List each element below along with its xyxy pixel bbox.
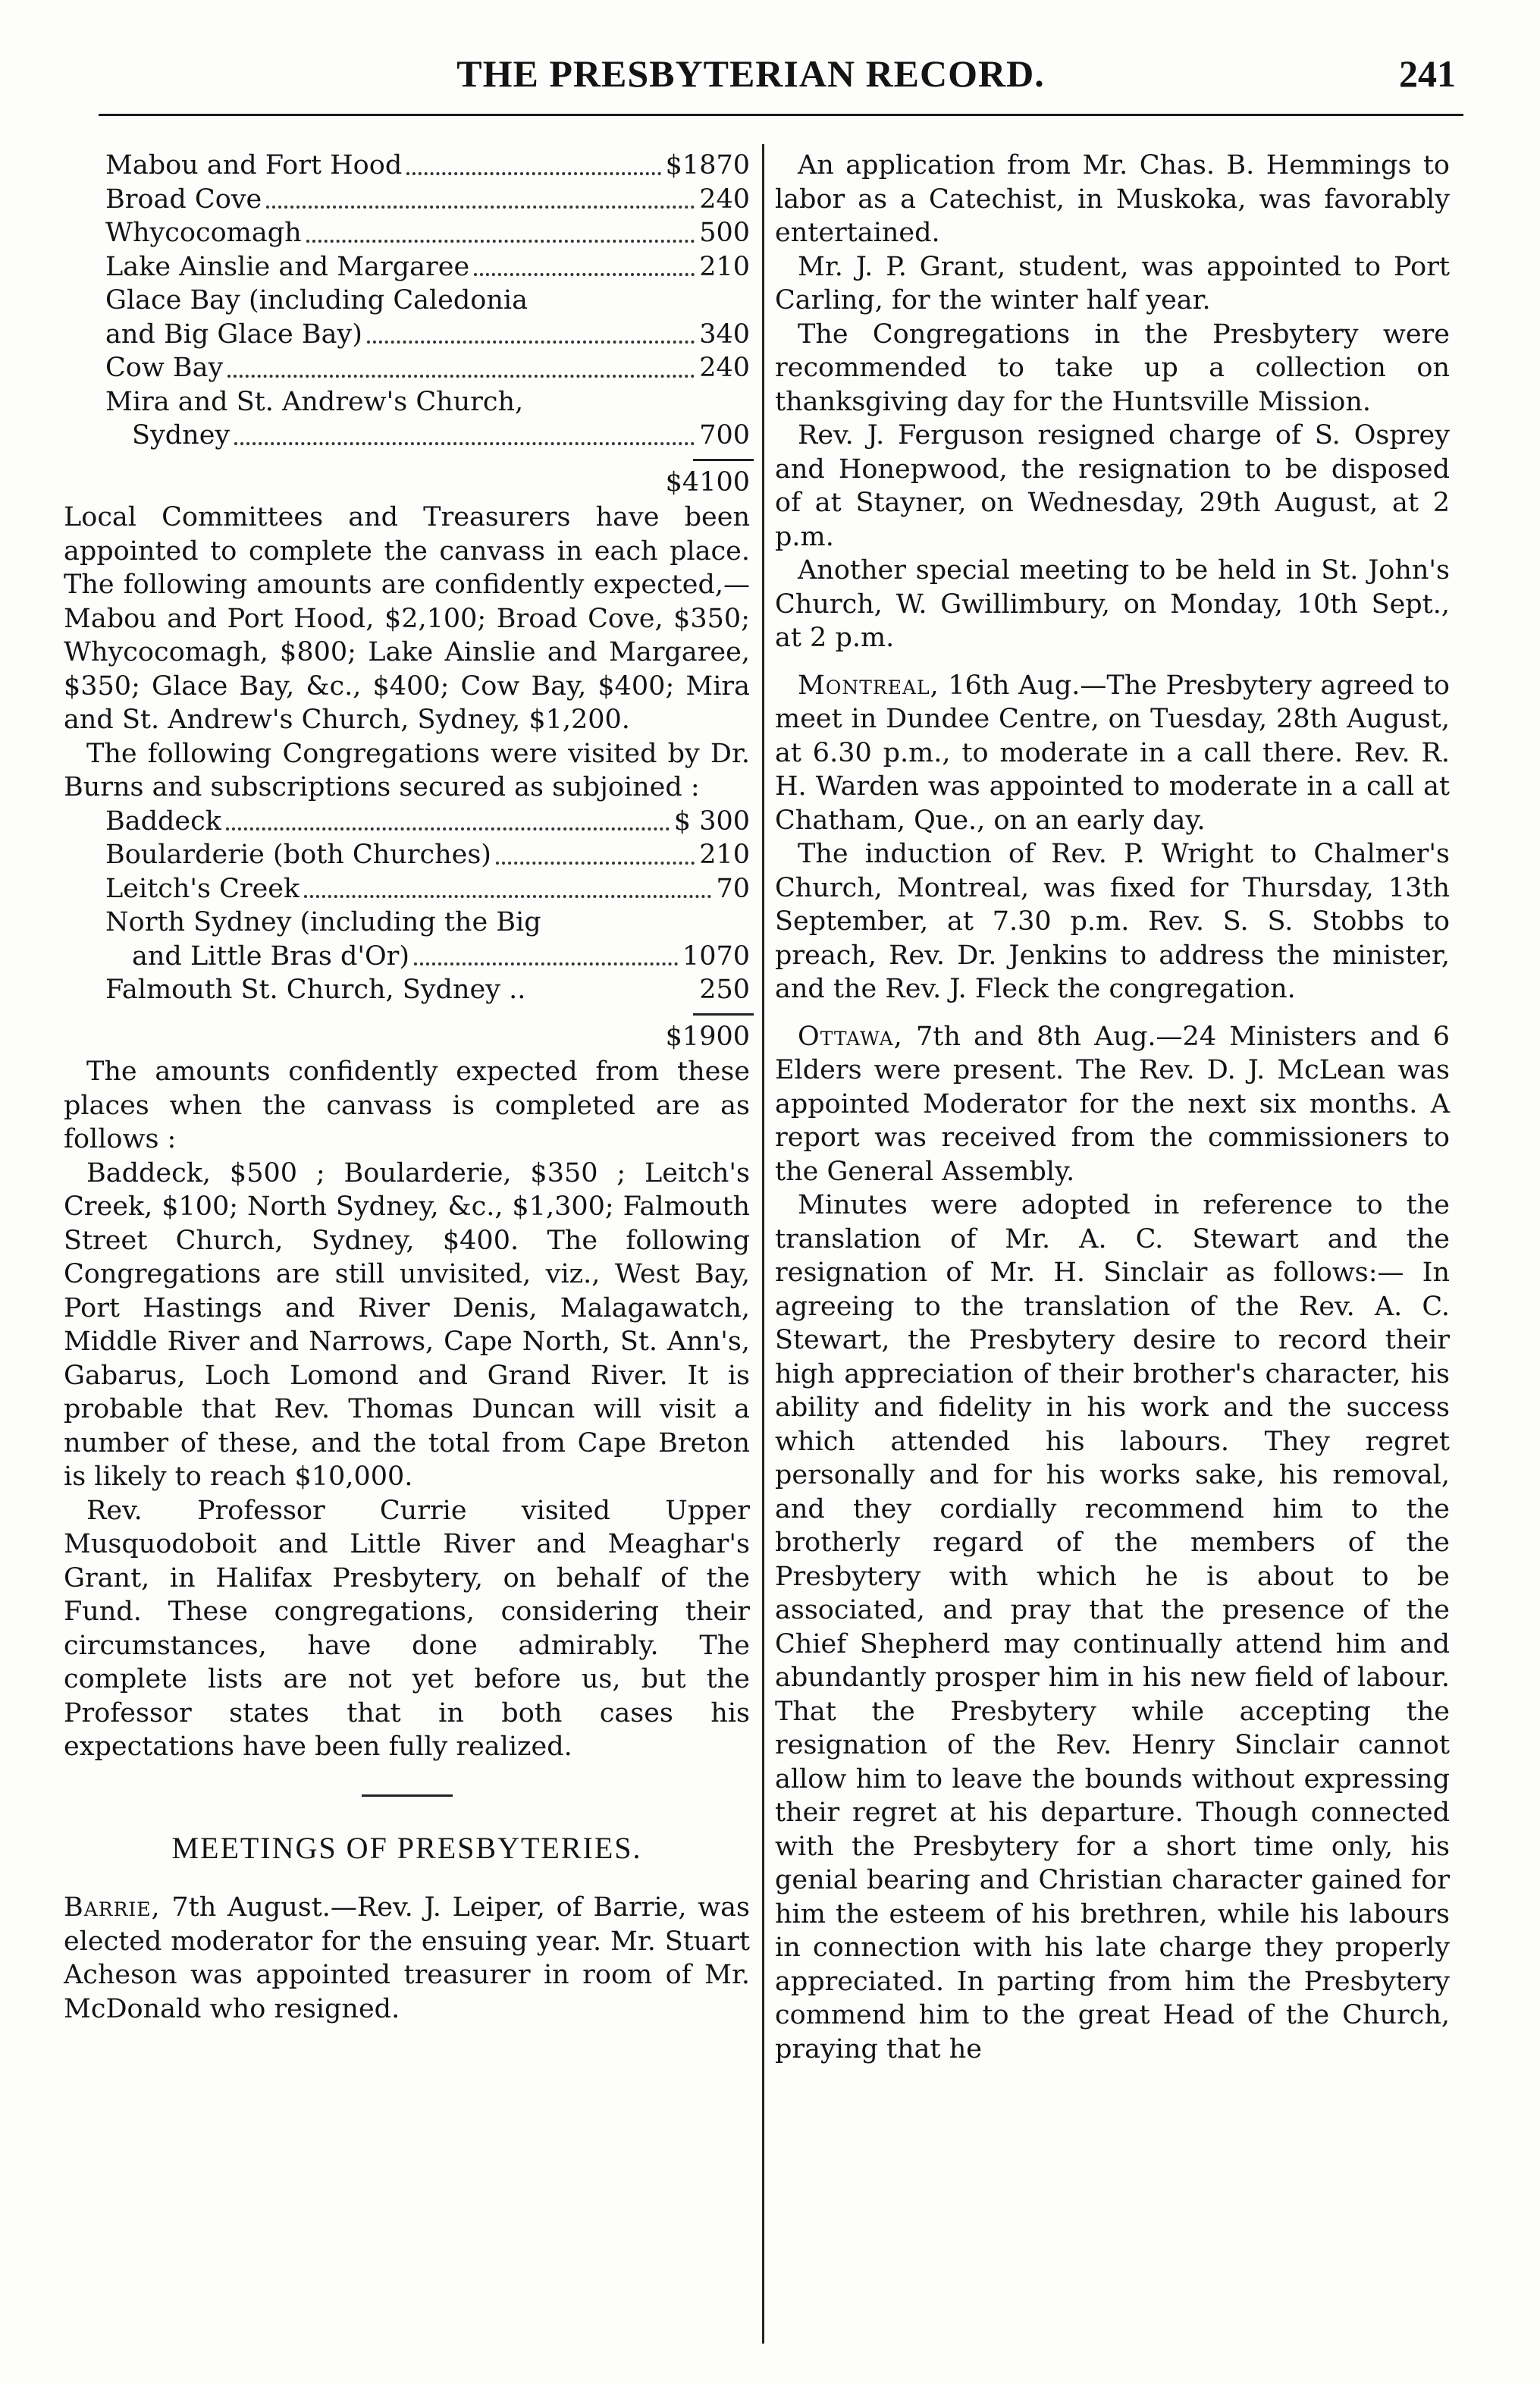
list-item-amount: 500 — [699, 218, 750, 248]
leader-dots — [266, 206, 695, 209]
list-total: $1900 — [665, 1021, 750, 1052]
list-item-amount: $ 300 — [673, 805, 750, 837]
presbytery-name: Barrie, — [64, 1892, 161, 1923]
list-item — [64, 183, 750, 217]
paragraph: The amounts confidently expected from these places when the canvass is completed are as follows : — [64, 1056, 750, 1154]
paragraph: Mr. J. P. Grant, student, was appointed to Port Carling, for the winter half year. — [775, 251, 1450, 316]
list-item — [64, 216, 750, 250]
list-item-label: Broad Cove — [105, 184, 262, 215]
paragraph — [64, 1891, 750, 2026]
list-item-label: Cow Bay — [105, 353, 224, 383]
total-rule — [693, 459, 754, 461]
page-number: 241 — [1399, 52, 1456, 95]
list-item-amount: 70 — [716, 873, 750, 904]
leader-dots — [496, 862, 695, 865]
list-item-label: Boularderie (both Churches) — [105, 840, 491, 870]
list-item — [64, 973, 750, 1007]
list-item — [64, 872, 750, 906]
list-item-label: Baddeck — [105, 805, 221, 837]
list-item-amount: 700 — [699, 420, 750, 451]
left-column — [64, 149, 750, 2026]
list-item-amount: 340 — [699, 319, 750, 350]
list-item-label: Whycocomagh — [105, 218, 302, 248]
paragraph: An application from Mr. Chas. B. Hemmings to labor as a Catechist, in Muskoka, was favorably entertained. — [775, 150, 1450, 248]
section-rule — [362, 1794, 453, 1797]
list-item-label: Falmouth St. Church, Sydney .. — [105, 975, 526, 1005]
paragraph: Baddeck, $500 ; Boularderie, $350 ; Leitch's Creek, $100; North Sydney, &c., $1,300; Falmouth Street Church, Sydney, $400. The following Congregations are still unvisited, viz., West Bay, Port Hastings and River Denis, Malagawatch, Middle River and Narrows, Cape North, St. Ann's, Gabarus, Loch Lomond and Grand River. It is probable that Rev. Thomas Duncan will visit a number of these, and the total from Cape Breton is likely to reach $10,000. — [64, 1157, 750, 1492]
leader-dots — [234, 442, 695, 445]
paragraph: Local Committees and Treasurers have been appointed to complete the canvass in each place. The following amounts are confidently expected,—Mabou and Port Hood, $2,100; Broad Cove, $350; Whycocomagh, $800; Lake Ainslie and Margaree, $350; Glace Bay, &c., $400; Cow Bay, $400; Mira and St. Andrew's Church, Sydney, $1,200. — [64, 502, 750, 735]
paragraph — [775, 1020, 1450, 1189]
list-item-amount: 210 — [699, 251, 750, 282]
list-item-amount: 1070 — [682, 940, 750, 972]
paragraph: Minutes were adopted in reference to the translation of Mr. A. C. Stewart and the resignation of Mr. H. Sinclair as follows:— In agreeing to the translation of the Rev. A. C. Stewart, the Presbytery desire to record their high appreciation of their brother's character, his ability and fidelity in his work and the success which attended his labours. They regret personally and for his works sake, his removal, and they cordially recommend him to the brotherly regard of the members of the Presbytery with which he is about to be associated, and pray that the presence of the Chief Shepherd may continually attend him and abundantly prosper him in his new field of labour. That the Presbytery while accepting the resignation of the Rev. Henry Sinclair cannot allow him to leave the bounds without expressing their regret at his departure. Though connected with the Presbytery for a short time only, his genial bearing and Christian character gained for him the esteem of his brethren, while his labours in connection with his late charge they properly appreciated. In parting from him the Presbytery commend him to the great Head of the Church, praying that he — [775, 1190, 1450, 2064]
list-item-amount: 250 — [699, 975, 750, 1005]
right-column — [775, 149, 1450, 2066]
leader-dots — [227, 375, 695, 378]
leader-dots — [304, 895, 711, 898]
list-item — [64, 250, 750, 284]
paragraph-text: 7th and 8th Aug.—24 Ministers and 6 Elders were present. The Rev. D. J. McLean was appointed Moderator for the next six months. A report was received from the commissioners to the General Assembly. — [775, 1021, 1450, 1187]
presbytery-name: Ottawa, — [798, 1021, 903, 1052]
leader-dots — [226, 827, 670, 830]
column-divider — [762, 144, 764, 2344]
leader-dots — [367, 341, 695, 344]
list-item-label: Leitch's Creek — [105, 873, 300, 904]
total-rule — [693, 1013, 754, 1016]
presbytery-name: Montreal, — [798, 670, 939, 701]
leader-dots — [406, 172, 660, 175]
list-item-label: Mabou and Fort Hood — [105, 150, 403, 181]
leader-dots — [474, 273, 695, 276]
list-item-label: Sydney — [132, 420, 231, 451]
paragraph: The Congregations in the Presbytery were recommended to take up a collection on thanksgiving day for the Huntsville Mission. — [775, 319, 1450, 417]
running-title: THE PRESBYTERIAN RECORD. — [456, 52, 1045, 95]
list-item — [64, 419, 750, 453]
paragraph: Rev. J. Ferguson resigned charge of S. Osprey and Honepwood, the resignation to be disposed of at Stayner, on Wednesday, 29th August, at 2 p.m. — [775, 420, 1450, 552]
paragraph-text: 16th Aug.—The Presbytery agreed to meet in Dundee Centre, on Tuesday, 28th August, at 6.30 p.m., to moderate in a call there. Rev. R. H. Warden was appointed to moderate in a call at Chatham, Que., on an early day. — [775, 670, 1450, 836]
leader-dots — [306, 240, 695, 243]
list-item — [64, 838, 750, 872]
list-item-line: North Sydney (including the Big — [105, 907, 541, 937]
paragraph: Another special meeting to be held in St. John's Church, W. Gwillimbury, on Monday, 10th Sept., at 2 p.m. — [775, 555, 1450, 653]
paragraph: Rev. Professor Currie visited Upper Musquodoboit and Little River and Meaghar's Grant, in Halifax Presbytery, on behalf of the Fund. These congregations, considering their circumstances, have done admirably. The complete lists are not yet before us, but the Professor states that in both cases his expectations have been fully realized. — [64, 1495, 750, 1762]
list-item — [64, 940, 750, 974]
list-item-line: Glace Bay (including Caledonia — [105, 285, 528, 316]
list-item-amount: $1870 — [665, 150, 750, 181]
list-item-amount: 240 — [699, 353, 750, 383]
section-heading: MEETINGS OF PRESBYTERIES. — [171, 1830, 642, 1865]
paragraph: The induction of Rev. P. Wright to Chalmer's Church, Montreal, was fixed for Thursday, 13th September, at 7.30 p.m. Rev. S. S. Stobbs to preach, Rev. Dr. Jenkins to address the minister, and the Rev. J. Fleck the congregation. — [775, 839, 1450, 1004]
paragraph-text: 7th August.—Rev. J. Leiper, of Barrie, was elected moderator for the ensuing year. Mr. Stuart Acheson was appointed treasurer in room of Mr. McDonald who resigned. — [64, 1892, 750, 2024]
list-item-amount: 240 — [699, 184, 750, 215]
paragraph: The following Congregations were visited by Dr. Burns and subscriptions secured as subjoined : — [64, 738, 750, 802]
paragraph — [775, 669, 1450, 838]
list-item — [64, 805, 750, 839]
list-item-label: and Big Glace Bay) — [105, 319, 362, 350]
list-item-amount: 210 — [699, 840, 750, 870]
list-item-line: Mira and St. Andrew's Church, — [105, 386, 524, 417]
list-item-label: Lake Ainslie and Margaree — [105, 251, 470, 282]
page-header — [45, 52, 1456, 105]
list-item — [64, 149, 750, 183]
leader-dots — [414, 962, 678, 965]
list-total: $4100 — [665, 466, 750, 498]
list-item — [64, 351, 750, 385]
list-item-label: and Little Bras d'Or) — [132, 940, 410, 972]
header-rule — [99, 114, 1463, 116]
list-item — [64, 318, 750, 352]
